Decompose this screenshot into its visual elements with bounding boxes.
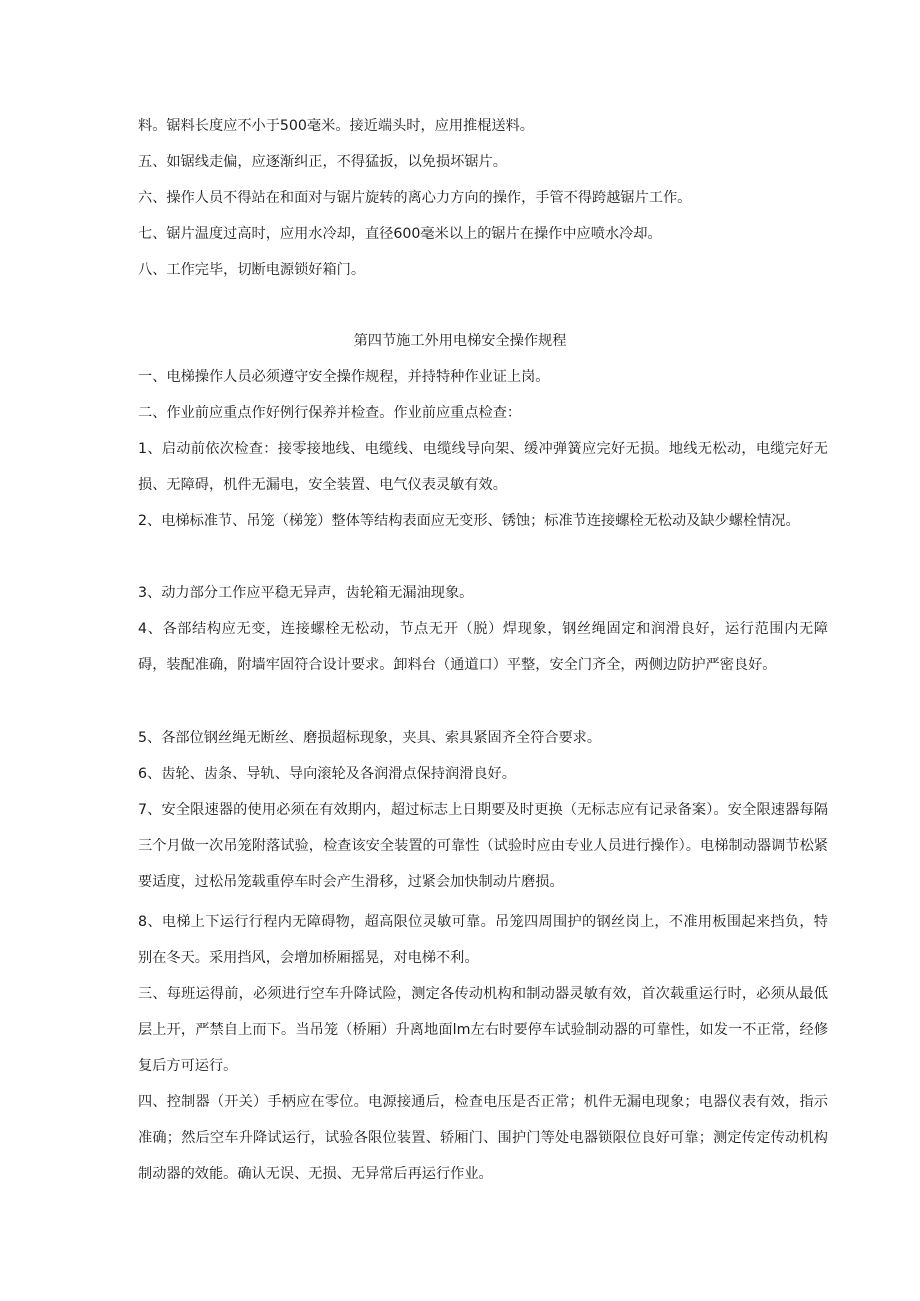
paragraph-item-5: 五、如锯线走偏，应逐渐纠正，不得猛扳，以免损坏锯片。: [138, 154, 507, 170]
paragraph-pre-check: 二、作业前应重点作好例行保养并检查。作业前应重点检查：: [138, 405, 522, 421]
paragraph-item-3-test-run: 三、每班运得前，必须进行空车升降试险，测定各传动机构和制动器灵敏有效，首次载重运行时，必须从最低层上开，严禁自上而下。当吊笼（桥厢）升离地面lm左右时要停车试验制动器的可靠性，如发一不正常，经修复后方可运行。: [138, 986, 828, 1074]
paragraph-operator-rule: 一、电梯操作人员必须遵守安全操作规程，并持特种作业证上岗。: [138, 369, 550, 385]
paragraph-check-7: 7、安全限速器的使用必须在有效期内，超过标志上日期要及时更换（无标志应有记录备案）。安全限速器每隔三个月做一次吊笼附落试验，检查该安全装置的可靠性（试验时应由专业人员进行操作）。电梯制动器调节松紧要适度，过松吊笼载重停车时会产生滑移，过紧会加快制动片磨损。: [138, 802, 828, 890]
paragraph-item-4-controller: 四、控制器（开关）手柄应在零位。电源接通后，检查电压是否正常；机件无漏电现象；电器仪表有效，指示准确；然后空车升降试运行，试验各限位装置、轿厢门、围护门等处电器锁限位良好可靠；测定传定传动机构制动器的效能。确认无误、无损、无异常后再运行作业。: [138, 1094, 828, 1182]
paragraph-check-3: 3、动力部分工作应平稳无异声，齿轮箱无漏油现象。: [138, 585, 474, 601]
paragraph-item-7: 七、锯片温度过高时，应用水冷却，直径600毫米以上的锯片在操作中应喷水冷却。: [138, 226, 662, 242]
section-title: 第四节施工外用电梯安全操作规程: [353, 333, 567, 349]
paragraph-check-2: 2、电梯标准节、吊笼（梯笼）整体等结构表面应无变形、锈蚀；标准节连接螺栓无松动及缺少螺栓情况。: [138, 513, 800, 529]
paragraph-check-6: 6、齿轮、齿条、导轨、导向滚轮及各润滑点保持润滑良好。: [138, 766, 516, 782]
paragraph-check-1: 1、启动前依次检查：接零接地线、电缆线、电缆线导向架、缓冲弹簧应完好无损。地线无松动，电缆完好无损、无障碍，机件无漏电，安全装置、电气仪表灵敏有效。: [138, 441, 828, 493]
paragraph-item-8: 八、工作完毕，切断电源锁好箱门。: [138, 262, 366, 278]
paragraph-sawing-length: 料。锯料长度应不小于500毫米。接近端头时，应用推棍送料。: [138, 118, 534, 134]
paragraph-item-6: 六、操作人员不得站在和面对与锯片旋转的离心力方向的操作，手管不得跨越锯片工作。: [138, 190, 692, 206]
paragraph-check-4: 4、各部结构应无变，连接螺栓无松动，节点无开（脱）焊现象，钢丝绳固定和润滑良好，运行范围内无障碍，装配准确，附墙牢固符合设计要求。卸料台（通道口）平整，安全门齐全，两侧边防护严密良好。: [138, 621, 828, 673]
paragraph-check-5: 5、各部位钢丝绳无断丝、磨损超标现象，夹具、索具紧固齐全符合要求。: [138, 730, 602, 746]
paragraph-check-8: 8、电梯上下运行行程内无障碍物，超高限位灵敏可靠。吊笼四周围护的钢丝岗上，不准用板围起来挡负，特别在冬天。采用挡风，会增加桥厢摇晃，对电梯不利。: [138, 914, 828, 966]
